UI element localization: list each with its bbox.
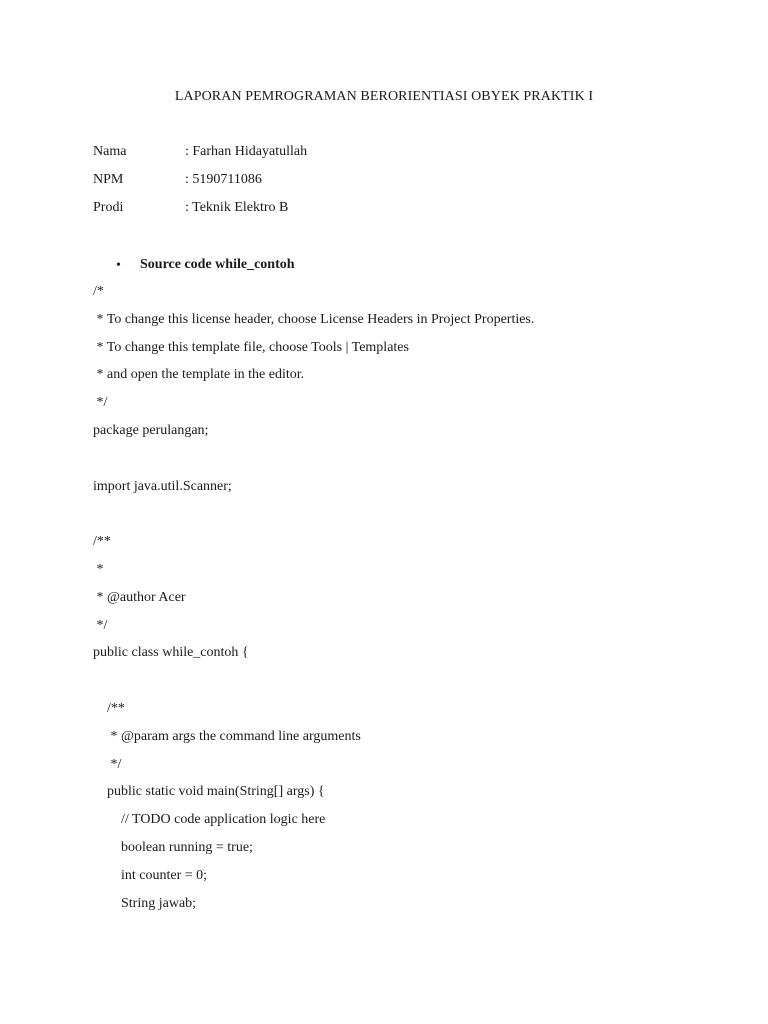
code-line: /** xyxy=(93,701,125,716)
field-label-npm: NPM xyxy=(93,172,124,187)
field-label-prodi: Prodi xyxy=(93,200,124,215)
code-line: String jawab; xyxy=(93,896,197,911)
page-title: LAPORAN PEMROGRAMAN BERORIENTIASI OBYEK PRAKTIK I xyxy=(174,89,594,104)
code-line: * To change this template file, choose Tools | Templates xyxy=(93,340,409,355)
code-line: // TODO code application logic here xyxy=(93,812,326,827)
bullet-icon: • xyxy=(116,258,121,273)
code-line: public class while_contoh { xyxy=(93,645,249,660)
code-line: int counter = 0; xyxy=(93,868,208,883)
code-line: */ xyxy=(93,618,108,633)
code-line: /* xyxy=(93,284,104,299)
code-line: */ xyxy=(93,757,122,772)
section-heading: Source code while_contoh xyxy=(140,257,295,272)
code-line: * xyxy=(93,562,104,577)
code-line: import java.util.Scanner; xyxy=(93,479,232,494)
code-line: package perulangan; xyxy=(93,423,209,438)
code-line: * To change this license header, choose License Headers in Project Properties. xyxy=(93,312,535,327)
code-line: /** xyxy=(93,534,111,549)
field-value-npm: : 5190711086 xyxy=(185,172,262,187)
code-line: * @param args the command line arguments xyxy=(93,729,361,744)
code-line: public static void main(String[] args) { xyxy=(93,784,325,799)
field-value-nama: : Farhan Hidayatullah xyxy=(185,144,308,159)
field-label-nama: Nama xyxy=(93,144,127,159)
field-value-prodi: : Teknik Elektro B xyxy=(185,200,289,215)
code-line: * @author Acer xyxy=(93,590,186,605)
code-line: boolean running = true; xyxy=(93,840,253,855)
code-line: * and open the template in the editor. xyxy=(93,367,305,382)
code-line: */ xyxy=(93,395,108,410)
